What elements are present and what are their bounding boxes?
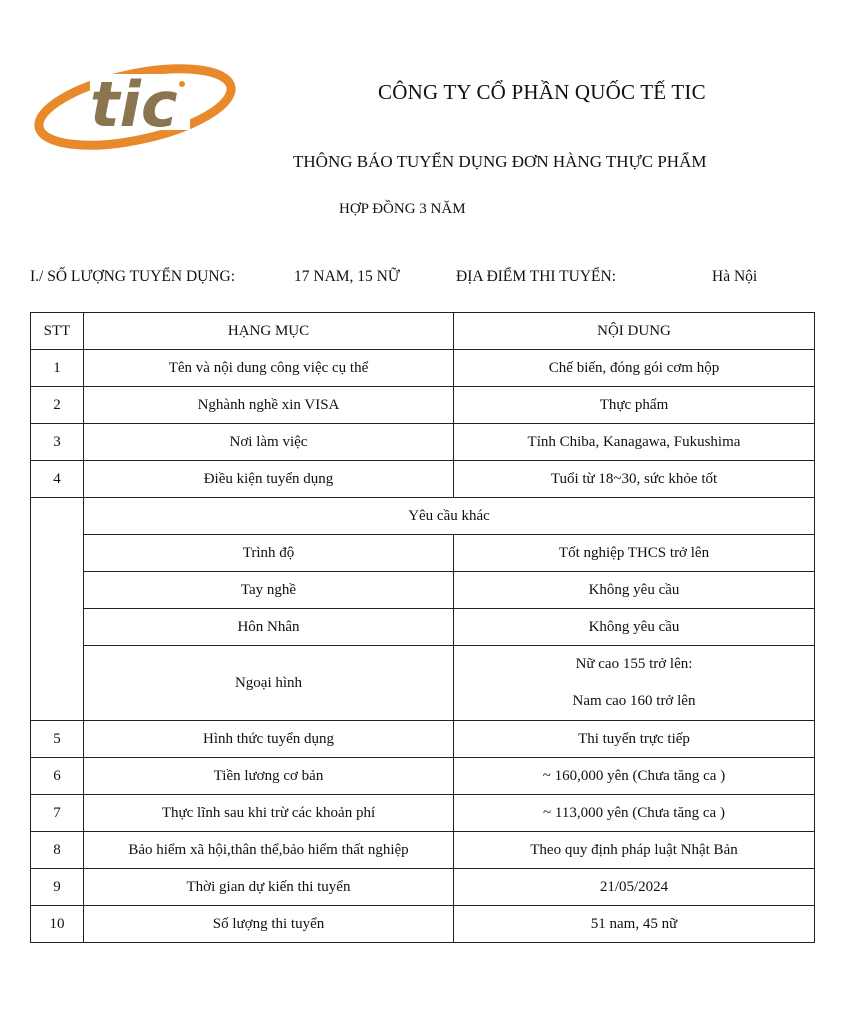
row-content: Thi tuyển trực tiếp <box>454 721 815 758</box>
header-item: HẠNG MỤC <box>84 313 454 350</box>
header-stt: STT <box>31 313 84 350</box>
row-content: Không yêu cầu <box>454 609 815 646</box>
contract-term: HỢP ĐỒNG 3 NĂM <box>339 201 466 217</box>
table-row <box>31 424 815 461</box>
row-stt: 2 <box>31 387 84 424</box>
other-requirements-title-row <box>31 498 815 535</box>
company-name: CÔNG TY CỔ PHẦN QUỐC TẾ TIC <box>378 80 706 104</box>
row-stt: 3 <box>31 424 84 461</box>
table-row <box>31 795 815 832</box>
row-content: Tuổi từ 18~30, sức khỏe tốt <box>454 461 815 498</box>
quantity-label: I./ SỐ LƯỢNG TUYỂN DỤNG: <box>30 268 236 285</box>
row-stt: 5 <box>31 721 84 758</box>
tic-logo <box>30 52 240 162</box>
location-label: ĐỊA ĐIỂM THI TUYỂN: <box>456 268 617 285</box>
row-stt: 9 <box>31 869 84 906</box>
row-item: Tên và nội dung công việc cụ thể <box>84 350 454 387</box>
header-content: NỘI DUNG <box>454 313 815 350</box>
appearance-line-1: Nữ cao 155 trở lên: <box>575 656 693 672</box>
row-content: Tốt nghiệp THCS trở lên <box>454 535 815 572</box>
quantity-value: 17 NAM, 15 NỮ <box>294 268 400 285</box>
table-row <box>31 609 815 646</box>
row-item: Số lượng thi tuyển <box>84 906 454 943</box>
row-stt: 8 <box>31 832 84 869</box>
row-item: Ngoại hình <box>84 646 454 721</box>
row-item: Điều kiện tuyển dụng <box>84 461 454 498</box>
row-content: ~ 113,000 yên (Chưa tăng ca ) <box>454 795 815 832</box>
table-row <box>31 387 815 424</box>
row-content: Chế biến, đóng gói cơm hộp <box>454 350 815 387</box>
row-content: Không yêu cầu <box>454 572 815 609</box>
table-row <box>31 350 815 387</box>
recruitment-table <box>30 312 815 943</box>
row-stt: 1 <box>31 350 84 387</box>
notice-title: THÔNG BÁO TUYỂN DỤNG ĐƠN HÀNG THỰC PHẨM <box>293 152 707 171</box>
table-row <box>31 869 815 906</box>
row-stt: 4 <box>31 461 84 498</box>
row-content: Thực phẩm <box>454 387 815 424</box>
row-content: Tỉnh Chiba, Kanagawa, Fukushima <box>454 424 815 461</box>
row-item: Bảo hiểm xã hội,thân thể,bảo hiểm thất nghiệp <box>84 832 454 869</box>
other-requirements-stt <box>31 498 84 721</box>
row-stt: 7 <box>31 795 84 832</box>
row-stt: 10 <box>31 906 84 943</box>
table-row <box>31 758 815 795</box>
table-row <box>31 535 815 572</box>
table-row <box>31 461 815 498</box>
table-row <box>31 721 815 758</box>
table-row <box>31 646 815 721</box>
row-content <box>454 646 815 721</box>
table-row <box>31 572 815 609</box>
row-content: ~ 160,000 yên (Chưa tăng ca ) <box>454 758 815 795</box>
table-header-row <box>31 313 815 350</box>
row-content: Theo quy định pháp luật Nhật Bản <box>454 832 815 869</box>
appearance-line-2: Nam cao 160 trở lên <box>572 693 696 709</box>
location-value: Hà Nội <box>712 268 758 285</box>
row-item: Thực lĩnh sau khi trừ các khoản phí <box>84 795 454 832</box>
row-stt: 6 <box>31 758 84 795</box>
row-item: Thời gian dự kiến thi tuyển <box>84 869 454 906</box>
row-content: 51 nam, 45 nữ <box>454 906 815 943</box>
other-requirements-title: Yêu cầu khác <box>84 498 815 535</box>
row-item: Trình độ <box>84 535 454 572</box>
table-row <box>31 832 815 869</box>
row-item: Hôn Nhân <box>84 609 454 646</box>
row-item: Nơi làm việc <box>84 424 454 461</box>
row-item: Tiền lương cơ bản <box>84 758 454 795</box>
row-item: Tay nghề <box>84 572 454 609</box>
row-item: Nghành nghề xin VISA <box>84 387 454 424</box>
row-content: 21/05/2024 <box>454 869 815 906</box>
row-item: Hình thức tuyển dụng <box>84 721 454 758</box>
logo-text: tic <box>90 68 178 141</box>
table-row <box>31 906 815 943</box>
